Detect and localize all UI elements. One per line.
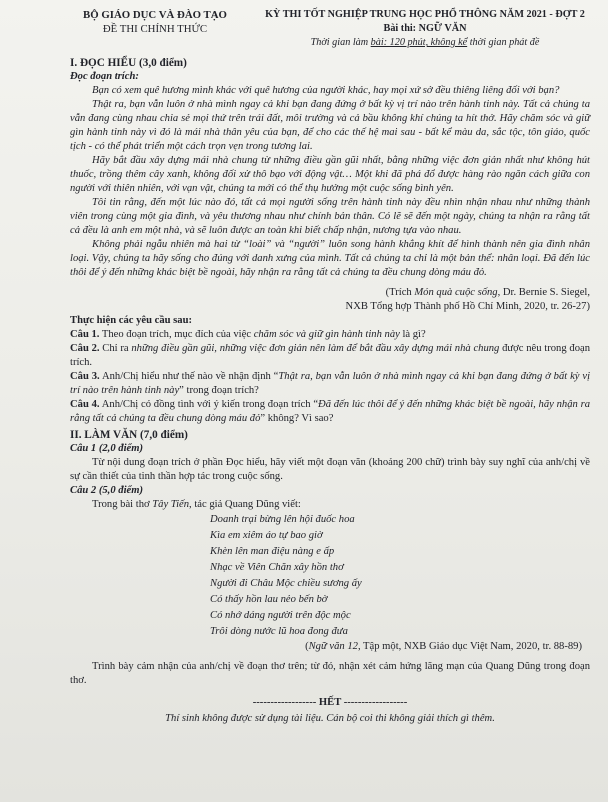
part1-heading: I. ĐỌC HIỂU (3,0 điểm) xyxy=(70,57,187,69)
read-label: Đọc đoạn trích: xyxy=(70,71,139,82)
time-pre: Thời gian làm xyxy=(310,37,371,48)
cite-book: Món quà cuộc sống xyxy=(414,287,498,298)
essay-q1-text: Từ nội dung đoạn trích ở phần Đọc hiểu, hãy viết một đoạn văn (khoảng 200 chữ) trình bày suy nghĩ của anh/chị về sự cần thiết của tinh thần hợp tác trong cuộc sống. xyxy=(70,457,590,482)
requirements-heading: Thực hiện các yêu cầu sau: xyxy=(70,315,193,326)
q2-label: Câu 2. xyxy=(70,343,100,354)
essay-q2-label: Câu 2 (5,0 điểm) xyxy=(70,485,143,496)
q1-label: Câu 1. xyxy=(70,329,100,340)
q1-text: Theo đoạn trích, mục đích của việc xyxy=(99,329,254,340)
q2-quote: những điều gần gũi, những việc đơn giản nên làm để bắt đầu xây dựng mái nhà chung xyxy=(131,343,500,354)
question-1 xyxy=(70,328,590,342)
q3-quote: Thật ra, bạn vẫn luôn ở nhà mình ngay cả khi bạn đang đứng ở bất kỳ vị trí nào trên hành tinh này xyxy=(70,371,591,396)
ministry-name: BỘ GIÁO DỤC VÀ ĐÀO TẠO xyxy=(83,9,227,21)
passage-paragraph: Tôi tin rằng, đến một lúc nào đó, tất cả mọi người sống trên hành tinh này đều nhìn nhận nhau như những thành viên trong cùng một gia đình, và yêu thương nhau như chính bản thân. Có lẽ sẽ đến một ngày, chúng ta nhận ra rằng tất cả đều là anh em một nhà, và sẽ luôn được an toàn khi biết chấp nhận, nương tựa vào nhau. xyxy=(70,197,590,236)
time-label xyxy=(260,36,590,50)
cite-pre: (Trích xyxy=(385,287,415,298)
poem-title: Tây Tiến xyxy=(152,499,190,510)
poem-line: Trôi dòng nước lũ hoa đong đưa xyxy=(210,626,348,637)
intro-c: , tác giả Quang Dũng viết: xyxy=(189,499,301,510)
poem-line: Có nhớ dáng người trên độc mộc xyxy=(210,610,351,621)
passage-paragraph: Bạn có xem quê hương mình khác với quê hương của người khác, hay mọi xứ sở đều thiêng liêng đối với bạn? xyxy=(92,85,560,96)
poem-line: Khèn lên man điệu nàng e ấp xyxy=(210,546,335,557)
passage-citation xyxy=(70,286,590,300)
poem-line: Có thấy hồn lau nẻo bến bờ xyxy=(210,594,328,605)
pc-c: , Tập một, NXB Giáo dục Việt Nam, 2020, tr. 88-89) xyxy=(357,641,582,652)
poem-citation xyxy=(70,640,590,654)
question-4 xyxy=(70,398,590,426)
pc-book: Ngữ văn 12 xyxy=(308,641,358,652)
passage-paragraph: Hãy bắt đầu xây dựng mái nhà chung từ những điều gần gũi nhất, bằng những việc đơn giản nhất như không hút thuốc, trồng thêm cây xanh, không đối xử thô bạo với động vật… Một khi đã phá đổ được hàng rào ngăn cách giữa con người với thiên nhiên, với vạn vật, chúng ta mới có thể thụ hưởng một cuộc sống bình yên. xyxy=(70,155,590,194)
essay-q1-label: Câu 1 (2,0 điểm) xyxy=(70,443,143,454)
q3-end: ” trong đoạn trích? xyxy=(179,385,259,396)
time-underlined: bài: 120 phút, không kể xyxy=(370,37,468,48)
essay-q2-intro xyxy=(70,498,590,512)
subject-label: Bài thi: NGỮ VĂN xyxy=(383,23,467,34)
q3-text: Anh/Chị hiểu như thế nào về nhận định “ xyxy=(99,371,279,382)
poem-line: Nhạc về Viên Chăn xây hồn thơ xyxy=(210,562,344,573)
header-left xyxy=(70,8,240,50)
q1-quote: chăm sóc và giữ gìn hành tinh này xyxy=(253,329,400,340)
poem-line: Người đi Châu Mộc chiều sương ấy xyxy=(210,578,362,589)
exam-title: KỲ THI TỐT NGHIỆP TRUNG HỌC PHỔ THÔNG NĂM 2021 - ĐỢT 2 xyxy=(265,9,585,20)
q4-end: ” không? Vì sao? xyxy=(260,413,334,424)
question-2 xyxy=(70,342,590,370)
q3-label: Câu 3. xyxy=(70,371,100,382)
q4-label: Câu 4. xyxy=(70,399,100,410)
part2-heading: II. LÀM VĂN (7,0 điểm) xyxy=(70,429,188,441)
end-marker: ------------------ HẾT ------------------ xyxy=(252,697,408,708)
poem-line: Doanh trại bừng lên hội đuốc hoa xyxy=(210,514,355,525)
q4-quote: Đã đến lúc thôi để ý đến những khác biệt bề ngoài, hãy nhận ra rằng tất cả chúng ta đều chung dòng máu đỏ xyxy=(70,399,590,424)
pc-a: ( xyxy=(305,641,309,652)
time-post: thời gian phát đề xyxy=(467,37,540,48)
essay-q2-task: Trình bày cảm nhận của anh/chị về đoạn thơ trên; từ đó, nhận xét cảm hứng lãng mạn của Quang Dũng trong đoạn thơ. xyxy=(70,661,590,686)
q2-text: Chỉ ra xyxy=(99,343,132,354)
question-3 xyxy=(70,370,590,398)
passage-citation-publisher: NXB Tổng hợp Thành phố Hồ Chí Minh, 2020, tr. 26-27) xyxy=(345,301,590,312)
footer-note: Thí sinh không được sử dụng tài liệu. Cán bộ coi thi không giải thích gì thêm. xyxy=(165,713,495,724)
poem-excerpt xyxy=(70,512,590,640)
header-right xyxy=(260,8,590,50)
q1-end: là gì? xyxy=(399,329,426,340)
passage-paragraph: Không phải ngẫu nhiên mà hai từ “loài” và “người” luôn song hành khắng khít để hình thành nên gia đình nhân loại. Vậy, chúng ta hãy sống cho đúng với danh xưng của mình. Tất cả chúng ta chỉ là một bản thể: nhân loại. Đã đến lúc thôi để ý đến những khác biệt bề ngoài, hãy nhận ra rằng tất cả chúng ta đều chung dòng máu đỏ. xyxy=(70,239,590,278)
official-label: ĐỀ THI CHÍNH THỨC xyxy=(102,23,208,35)
q4-text: Anh/Chị có đồng tình với ý kiến trong đoạn trích “ xyxy=(99,399,319,410)
passage-paragraph: Thật ra, bạn vẫn luôn ở nhà mình ngay cả khi bạn đang đứng ở bất kỳ vị trí nào trên hành tinh này. Tất cả chúng ta vẫn đang cùng nhau chia sẻ mọi thứ trên trái đất, môi trường và cả bầu không khí chúng ta hít thở. Hãy chăm sóc và giữ gìn hành tinh này vì đó là mái nhà thân yêu của bạn, để cho các thế hệ mai sau - bất kể màu da, sắc tộc, tôn giáo, quốc tịch - có thể phát triển một cách trọn vẹn trong tương lai. xyxy=(70,99,590,152)
poem-line: Kìa em xiêm áo tự bao giờ xyxy=(210,530,323,541)
exam-header xyxy=(70,8,590,50)
cite-post: , Dr. Bernie S. Siegel, xyxy=(497,287,590,298)
q2-end: được nêu trong đoạn trích. xyxy=(70,343,590,368)
intro-a: Trong bài thơ xyxy=(92,499,153,510)
